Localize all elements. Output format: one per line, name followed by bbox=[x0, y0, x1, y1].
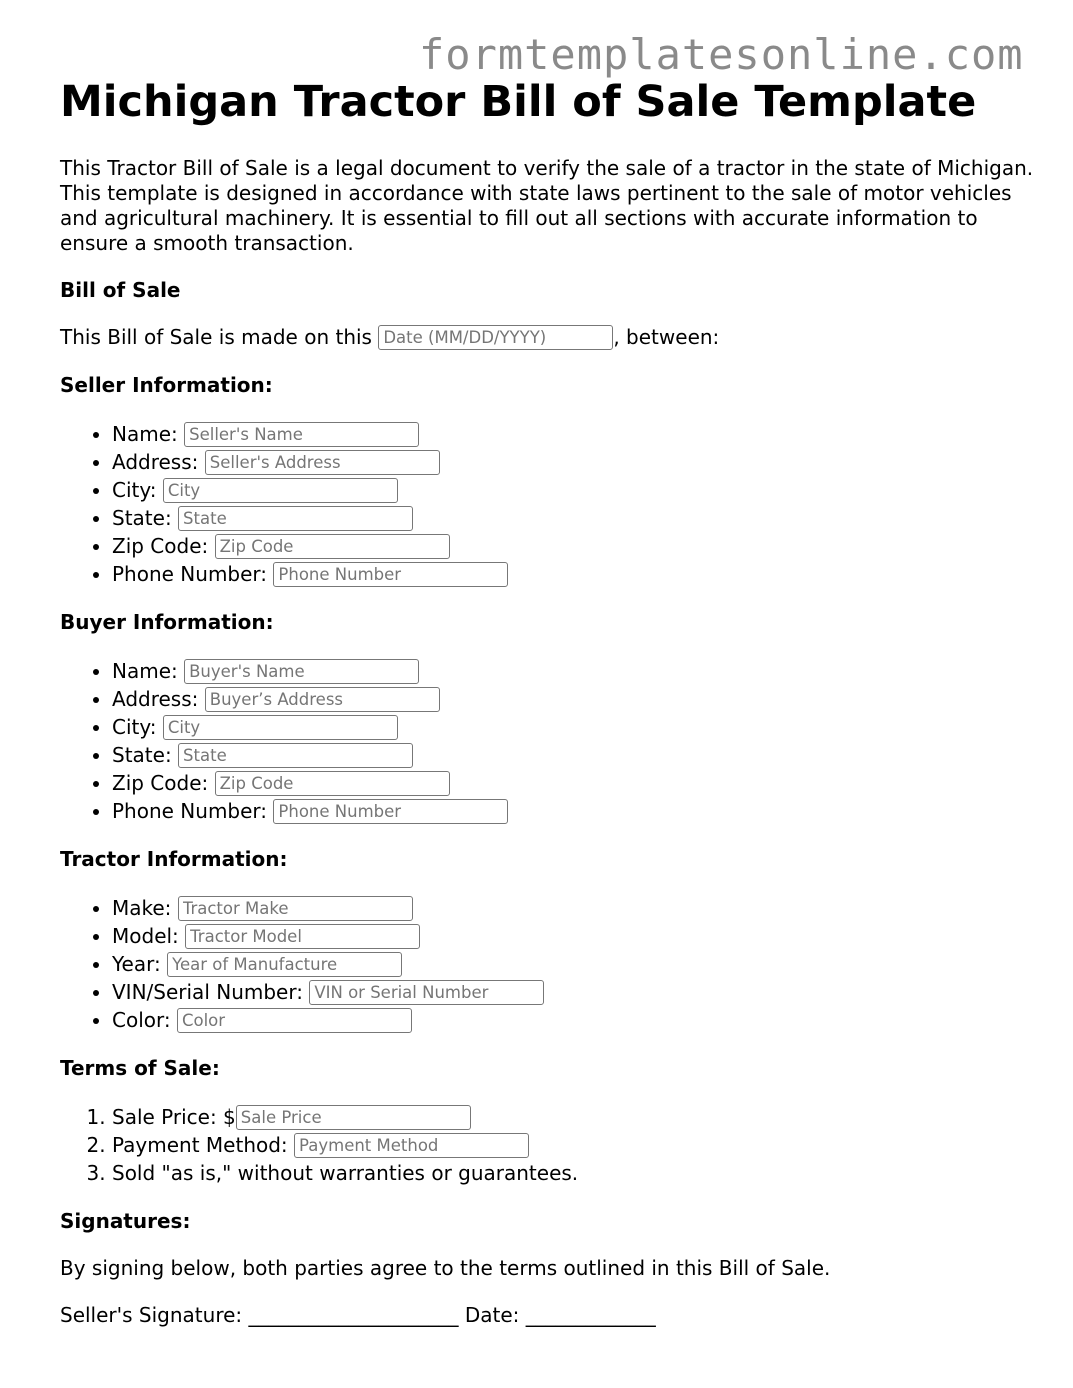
list-item bbox=[112, 476, 1050, 504]
field-label: Name: bbox=[112, 659, 178, 683]
list-item bbox=[112, 741, 1050, 769]
bill-of-sale-section bbox=[60, 278, 1050, 351]
list-item bbox=[112, 797, 1050, 825]
list-item bbox=[112, 560, 1050, 588]
seller-fields-list bbox=[60, 420, 1050, 588]
made-on-suffix: , between: bbox=[613, 325, 720, 349]
field-label: Address: bbox=[112, 687, 199, 711]
field-label: State: bbox=[112, 743, 172, 767]
document-body bbox=[60, 76, 1050, 1328]
signatures-heading: Signatures: bbox=[60, 1209, 191, 1233]
intro-paragraph: This Tractor Bill of Sale is a legal document to verify the sale of a tractor in the state of Michigan. This template is designed in accordance with state laws pertinent to the sale of motor vehicles and agricultural machinery. It is essential to fill out all sections with accurate information to ensure a smooth transaction. bbox=[60, 156, 1034, 255]
field-label: Color: bbox=[112, 1008, 171, 1032]
buyer-zip-input[interactable] bbox=[215, 771, 450, 796]
buyer-address-input[interactable] bbox=[205, 687, 440, 712]
buyer-phone-input[interactable] bbox=[273, 799, 508, 824]
tractor-color-input[interactable] bbox=[177, 1008, 412, 1033]
buyer-fields-list bbox=[60, 657, 1050, 825]
buyer-city-input[interactable] bbox=[163, 715, 398, 740]
list-item bbox=[112, 769, 1050, 797]
field-label: Zip Code: bbox=[112, 534, 209, 558]
field-label: State: bbox=[112, 506, 172, 530]
list-item bbox=[112, 1006, 1050, 1034]
buyer-section bbox=[60, 610, 1050, 825]
buyer-state-input[interactable] bbox=[178, 743, 413, 768]
buyer-heading: Buyer Information: bbox=[60, 610, 274, 634]
payment-method-input[interactable] bbox=[294, 1133, 529, 1158]
list-item bbox=[112, 685, 1050, 713]
made-on-line bbox=[60, 325, 1050, 351]
terms-section bbox=[60, 1056, 1050, 1187]
seller-address-input[interactable] bbox=[205, 450, 440, 475]
sale-price-input[interactable] bbox=[236, 1105, 471, 1130]
watermark: formtemplatesonline.com bbox=[419, 30, 1024, 79]
list-item bbox=[112, 713, 1050, 741]
payment-method-label: Payment Method: bbox=[112, 1133, 288, 1157]
field-label: Zip Code: bbox=[112, 771, 209, 795]
tractor-make-input[interactable] bbox=[178, 896, 413, 921]
seller-state-input[interactable] bbox=[178, 506, 413, 531]
list-item bbox=[112, 504, 1050, 532]
field-label: Model: bbox=[112, 924, 179, 948]
list-item bbox=[112, 657, 1050, 685]
field-label: Year: bbox=[112, 952, 161, 976]
field-label: VIN/Serial Number: bbox=[112, 980, 303, 1004]
buyer-name-input[interactable] bbox=[184, 659, 419, 684]
list-item bbox=[112, 950, 1050, 978]
list-item bbox=[112, 1103, 1050, 1131]
list-item bbox=[112, 922, 1050, 950]
seller-name-input[interactable] bbox=[184, 422, 419, 447]
bill-of-sale-heading: Bill of Sale bbox=[60, 278, 181, 302]
seller-section bbox=[60, 373, 1050, 588]
list-item bbox=[112, 1131, 1050, 1159]
tractor-model-input[interactable] bbox=[185, 924, 420, 949]
terms-heading: Terms of Sale: bbox=[60, 1056, 220, 1080]
list-item bbox=[112, 532, 1050, 560]
agreement-text: By signing below, both parties agree to the terms outlined in this Bill of Sale. bbox=[60, 1256, 831, 1280]
page-title: Michigan Tractor Bill of Sale Template bbox=[60, 77, 977, 127]
as-is-text: Sold "as is," without warranties or guarantees. bbox=[112, 1161, 579, 1185]
tractor-fields-list bbox=[60, 894, 1050, 1034]
field-label: Name: bbox=[112, 422, 178, 446]
list-item bbox=[112, 448, 1050, 476]
field-label: City: bbox=[112, 478, 157, 502]
seller-heading: Seller Information: bbox=[60, 373, 273, 397]
made-on-prefix: This Bill of Sale is made on this bbox=[60, 325, 379, 349]
sale-date-input[interactable] bbox=[378, 325, 613, 350]
field-label: Phone Number: bbox=[112, 562, 268, 586]
list-item bbox=[112, 978, 1050, 1006]
seller-signature-line: Seller's Signature: _____________________ Date: _____________ bbox=[60, 1303, 656, 1327]
signatures-section bbox=[60, 1209, 1050, 1328]
tractor-year-input[interactable] bbox=[167, 952, 402, 977]
tractor-heading: Tractor Information: bbox=[60, 847, 288, 871]
field-label: City: bbox=[112, 715, 157, 739]
tractor-section bbox=[60, 847, 1050, 1034]
sale-price-label: Sale Price: $ bbox=[112, 1105, 236, 1129]
terms-list bbox=[60, 1103, 1050, 1187]
list-item bbox=[112, 420, 1050, 448]
seller-zip-input[interactable] bbox=[215, 534, 450, 559]
field-label: Address: bbox=[112, 450, 199, 474]
list-item bbox=[112, 1159, 1050, 1187]
list-item bbox=[112, 894, 1050, 922]
tractor-vin-input[interactable] bbox=[309, 980, 544, 1005]
seller-phone-input[interactable] bbox=[273, 562, 508, 587]
seller-city-input[interactable] bbox=[163, 478, 398, 503]
field-label: Make: bbox=[112, 896, 172, 920]
field-label: Phone Number: bbox=[112, 799, 268, 823]
